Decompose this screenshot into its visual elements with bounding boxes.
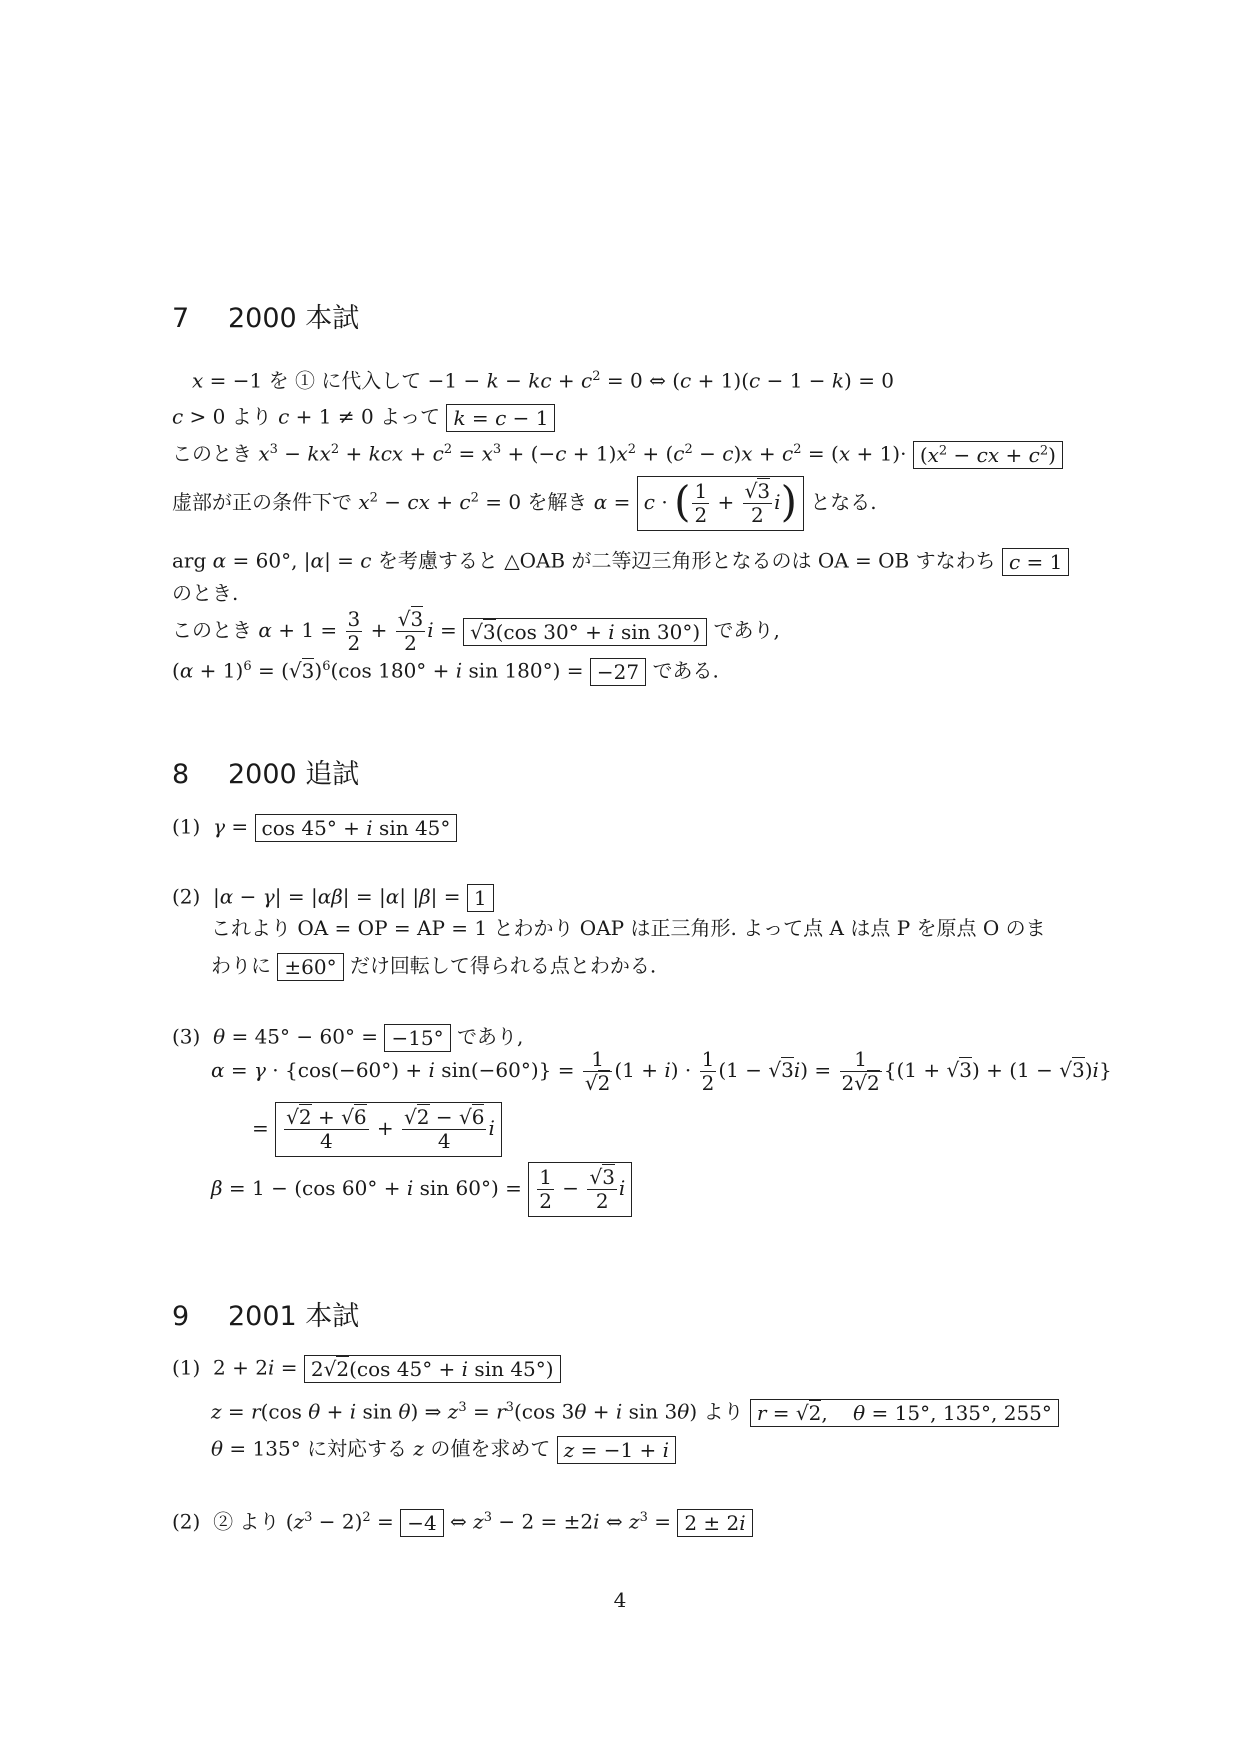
text: に代入して bbox=[321, 368, 422, 393]
section-number: 7 bbox=[172, 303, 190, 334]
s7-line-3: このとき $x^3 - kx^2$ + kcx + $c^2 = x^3 + (-c + 1)x^2 + (c^2 - c)x + c^2 = (x + 1)\cdot (x^2$ − cx + $c^2$) bbox=[172, 441, 1063, 469]
s8-part-2-line-3 bbox=[211, 953, 656, 981]
s9-part-1-line-2: z = r(cos θ + i sin θ) ⇒ $z^3 = r^3(\cos$ 3θ + i sin 3θ) より r = √2, θ = 15°, 135°, 255° bbox=[211, 1399, 1059, 1427]
section-number: 8 bbox=[172, 759, 190, 790]
answer-box: −4 bbox=[400, 1509, 443, 1537]
text: の値を求めて bbox=[430, 1436, 551, 1461]
answer-box: ±60° bbox=[277, 953, 343, 981]
answer-box: $\frac{√2 + √6}{4}$ + $\frac{√2 - √6}{4}$ i bbox=[275, 1102, 502, 1157]
s7-line-4: 虚部が正の条件下で $x^2$ − cx + $c^2 = 0$ を解き α = c · ( $\frac{1}{2}$ + $\frac{√3}{2}$ i) となる. bbox=[172, 476, 877, 531]
text: だけ回転して得られる点とわかる. bbox=[349, 953, 657, 978]
text: のま bbox=[1005, 916, 1046, 940]
text: このとき bbox=[172, 441, 252, 466]
text: を解き bbox=[527, 490, 588, 514]
part-label: (3) bbox=[172, 1024, 201, 1049]
text: であり, bbox=[713, 618, 780, 642]
text: より bbox=[239, 1509, 280, 1534]
part-label: (2) bbox=[172, 884, 201, 909]
text: は点 bbox=[850, 916, 891, 940]
answer-box: k = c − 1 bbox=[446, 404, 555, 432]
text: に対応する bbox=[307, 1436, 408, 1461]
answer-box: c · ( $\frac{1}{2}$ + $\frac{√3}{2}$ i) bbox=[637, 476, 804, 531]
section-title: 2000 本試 bbox=[228, 303, 360, 334]
text: すなわち bbox=[915, 548, 996, 573]
s8-part-3-line-2: α = γ · {cos(−60°) + i sin(−60°)} = $\frac{1}{√2}$ (1 + i) · $\frac{1}{2}$ (1 − √3i) = $\frac{1}{2√2}$ {(1 + √3) + (1 − √3)i} bbox=[211, 1047, 1112, 1095]
s8-part-3-line-4: β = 1 − (cos 60° + i sin 60°) = $\frac{1}{2}$ − $\frac{√3}{2}$ i bbox=[211, 1162, 632, 1217]
text: このとき bbox=[172, 618, 252, 642]
part-label: (2) bbox=[172, 1509, 201, 1534]
section-title: 2001 本試 bbox=[228, 1301, 360, 1332]
s7-line-5: arg α = 60°, |α| = c を考慮すると △OAB が二等辺三角形となるのは OA = OB すなわち c = 1 bbox=[172, 548, 1069, 576]
s7-line-8: $(\alpha + 1)^6 = (√3)^6(\cos$ 180° + i sin 180°) = −27 である. bbox=[172, 658, 719, 684]
text: これより bbox=[211, 916, 291, 940]
answer-box: 2√2(cos 45° + i sin 45°) bbox=[304, 1355, 561, 1383]
s7-line-1: x = −1 を ① に代入して −1 − k − kc + $c^2 = 0$ ⇔ (c + 1)(c − 1 − k) = 0 bbox=[192, 368, 895, 393]
section-8-heading bbox=[172, 752, 359, 791]
page-number: 4 bbox=[613, 1588, 627, 1612]
text: であり, bbox=[457, 1024, 524, 1049]
text: が二等辺三角形となるのは bbox=[571, 548, 812, 573]
section-7-heading bbox=[172, 296, 359, 335]
text: を考慮すると bbox=[377, 548, 498, 573]
part-label: (1) bbox=[172, 814, 201, 839]
text: となる. bbox=[810, 490, 877, 514]
text: より bbox=[231, 404, 272, 429]
answer-box: ($x^2$ − cx + $c^2$) bbox=[913, 441, 1063, 469]
section-number: 9 bbox=[172, 1301, 190, 1332]
answer-box: r = √2, θ = 15°, 135°, 255° bbox=[750, 1399, 1059, 1427]
text: わりに bbox=[211, 953, 271, 978]
answer-box: c = 1 bbox=[1002, 548, 1069, 576]
s7-line-2: c > 0 より c + 1 ≠ 0 よって k = c − 1 bbox=[172, 404, 555, 432]
s9-part-1-line-3: θ = 135° に対応する z の値を求めて z = −1 + i bbox=[211, 1436, 676, 1464]
text: 虚部が正の条件下で bbox=[172, 490, 352, 514]
text: とわかり bbox=[493, 916, 574, 940]
part-label: (1) bbox=[172, 1355, 201, 1380]
text: よって bbox=[380, 404, 441, 429]
text: より bbox=[703, 1399, 744, 1424]
answer-box: −27 bbox=[590, 658, 646, 686]
s9-part-2: (2) ② より $(z^3 - 2)^2 = -4$ ⇔ $z^3 - 2 = \pm 2i$ ⇔ $z^3 = 2 \pm 2i$ bbox=[172, 1509, 753, 1537]
s7-line-7: このとき α + 1 = $\frac{3}{2}$ + $\frac{√3}{2}$ i = √3(cos 30° + i sin 30°) であり, bbox=[172, 607, 780, 655]
answer-box: 2 ± 2i bbox=[677, 1509, 752, 1537]
s8-part-1: (1) γ = cos 45° + i sin 45° bbox=[172, 814, 457, 842]
text: である. bbox=[652, 658, 719, 683]
answer-box: $\frac{1}{2}$ − $\frac{√3}{2}$ i bbox=[528, 1162, 632, 1217]
answer-box: z = −1 + i bbox=[557, 1436, 676, 1464]
s7-line-6: のとき. bbox=[172, 581, 239, 605]
answer-box: √3(cos 30° + i sin 30°) bbox=[463, 618, 707, 646]
text: を原点 bbox=[916, 916, 977, 940]
s8-part-2-line-2: これより OA = OP = AP = 1 とわかり OAP は正三角形. よって点 A は点 P を原点 O のま bbox=[211, 916, 1046, 940]
s8-part-2: (2) |α − γ| = |αβ| = |α| |β| = 1 bbox=[172, 884, 494, 912]
answer-box: −15° bbox=[384, 1024, 450, 1052]
s8-part-3: (3) θ = 45° − 60° = −15° であり, bbox=[172, 1024, 524, 1050]
answer-box: cos 45° + i sin 45° bbox=[255, 814, 458, 842]
answer-box: 1 bbox=[467, 884, 494, 912]
text: ② bbox=[213, 1509, 234, 1534]
s8-part-3-line-3: = $\frac{√2 + √6}{4}$ + $\frac{√2 - √6}{4}$ i bbox=[252, 1102, 502, 1157]
section-title: 2000 追試 bbox=[228, 759, 360, 790]
text: は正三角形. よって点 bbox=[630, 916, 824, 940]
section-9-heading bbox=[172, 1294, 359, 1333]
s9-part-1: (1) 2 + 2i = 2√2(cos 45° + i sin 45°) bbox=[172, 1355, 561, 1383]
text: を bbox=[268, 368, 289, 393]
